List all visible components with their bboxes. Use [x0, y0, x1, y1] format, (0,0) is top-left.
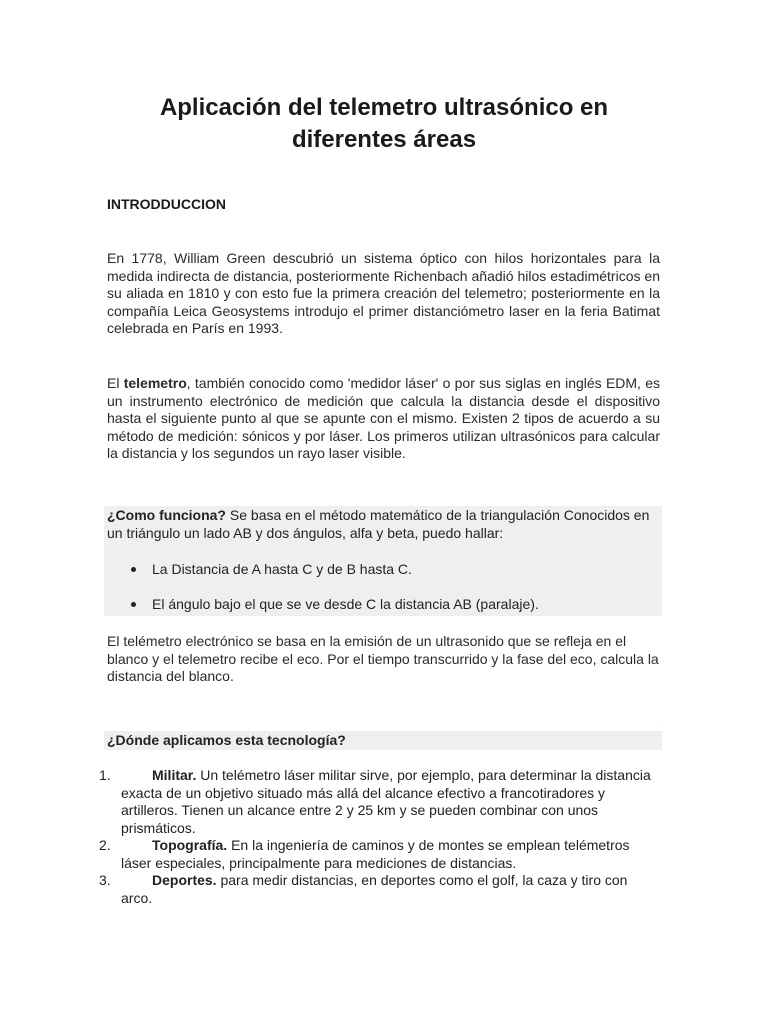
list-item — [107, 596, 660, 631]
list-item — [96, 872, 656, 907]
list-item-text: La Distancia de A hasta C y de B hasta C. — [152, 561, 412, 577]
document-title: Aplicación del telemetro ultrasónico en diferentes áreas — [159, 94, 609, 153]
list-item-text: El ángulo bajo el que se ve desde C la distancia AB (paralaje). — [152, 596, 539, 612]
applications-list — [96, 767, 656, 907]
how-it-works-text: Se basa en el método matemático de la triangulación Conocidos en un triángulo un lado AB y dos ángulos, alfa y beta, puedo hallar: — [107, 507, 650, 541]
list-number: 3. — [99, 872, 111, 888]
bullet-icon — [131, 602, 136, 607]
list-number: 1. — [99, 767, 111, 783]
list-item — [96, 767, 656, 837]
application-term: Deportes. — [152, 872, 217, 888]
bullet-icon — [131, 567, 136, 572]
how-it-works-paragraph — [107, 507, 660, 542]
where-heading: ¿Dónde aplicamos esta tecnología? — [107, 732, 346, 748]
definition-lead: El — [107, 375, 124, 391]
application-term: Topografía. — [152, 837, 228, 853]
application-text: Un telémetro láser militar sirve, por ejemplo, para determinar la distancia exacta de un objetivo situado más allá del alcance efectivo a francotiradores y artilleros. Tienen un alcance entre 2 y 25 km y se pueden combinar con unos prismáticos. — [121, 767, 651, 836]
definition-text: , también conocido como 'medidor láser' o por sus siglas en inglés EDM, es un instrumento electrónico de medición que calcula la distancia desde el dispositivo hasta el siguiente punto al que se apunte con el mismo. Existen 2 tipos de acuerdo a su método de medición: sónicos y por láser. Los primeros utilizan ultrasónicos para calcular la distancia y los segundos un rayo laser visible. — [107, 375, 660, 461]
intro-paragraph: En 1778, William Green descubrió un sistema óptico con hilos horizontales para la medida indirecta de distancia, posteriormente Richenbach añadió hilos estadimétricos en su aliada en 1810 y con esto fue la primera creación del telemetro; posteriormente en la compañía Leica Geosystems introdujo el primer distanciómetro laser en la feria Batimat celebrada en París en 1993. — [107, 250, 660, 336]
how-it-works-title: ¿Como funciona? — [107, 507, 226, 523]
intro-heading: INTRODDUCCION — [107, 196, 226, 212]
application-term: Militar. — [152, 767, 197, 783]
list-number: 2. — [99, 837, 111, 853]
application-text: En la ingeniería de caminos y de montes se emplean telémetros láser especiales, principalmente para mediciones de distancias. — [121, 837, 630, 871]
list-item — [96, 837, 656, 872]
definition-paragraph — [107, 375, 660, 463]
application-text: para medir distancias, en deportes como el golf, la caza y tiro con arco. — [121, 872, 628, 906]
electronic-paragraph: El telémetro electrónico se basa en la emisión de un ultrasonido que se refleja en el blanco y el telemetro recibe el eco. Por el tiempo transcurrido y la fase del eco, calcula la distancia del blanco. — [107, 633, 659, 684]
triangulation-list — [107, 561, 660, 631]
list-item — [107, 561, 660, 596]
definition-term: telemetro — [123, 375, 187, 391]
